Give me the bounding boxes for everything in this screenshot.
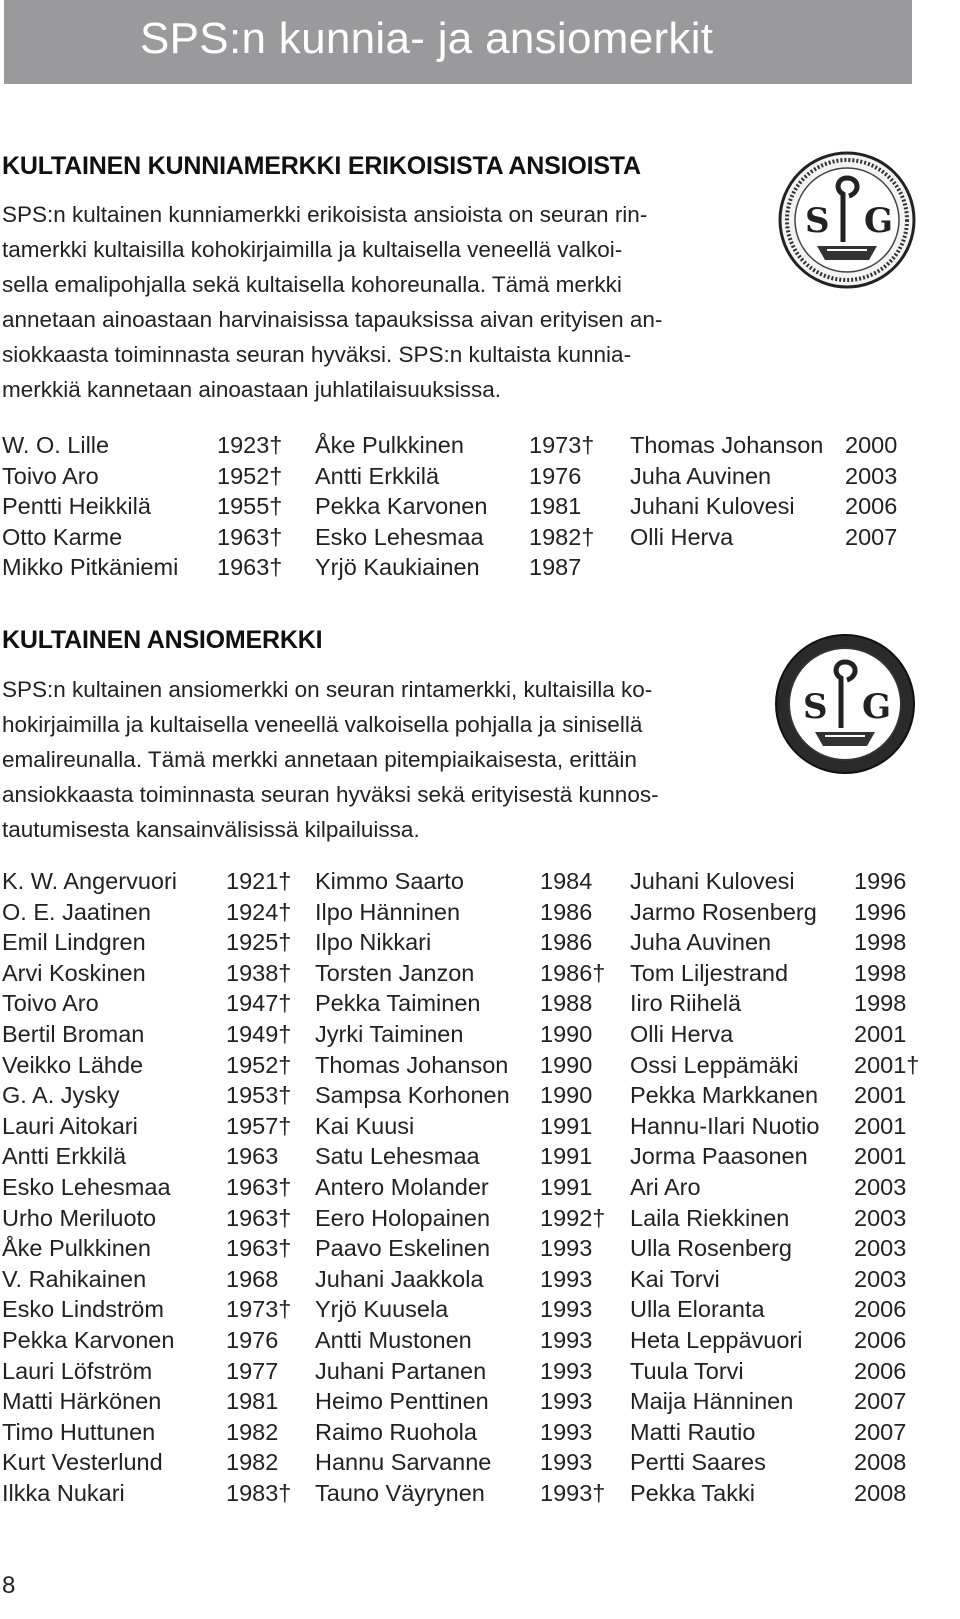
merit-badge-heading: KULTAINEN ANSIOMERKKI: [2, 626, 323, 654]
merit-badge-description: [2, 672, 742, 847]
svg-text:G: G: [864, 201, 894, 241]
honor-desc-line: SPS:n kultainen kunniamerkki erikoisista ansioista on seuran rin-: [2, 202, 648, 227]
page-title-bar: [4, 0, 912, 84]
honor-badge-emblem-icon: [777, 150, 917, 290]
merit-badge-emblem-icon: [773, 632, 917, 776]
honor-desc-line: tamerkki kultaisilla kohokirjaimilla ja kultaisella veneellä valkoi-: [2, 237, 623, 262]
svg-text:S: S: [803, 687, 828, 727]
merit-desc-line: tautumisesta kansainvälisissä kilpailuissa.: [2, 817, 420, 842]
honor-badge-description: [2, 197, 742, 407]
honor-desc-line: siokkaasta toiminnasta seuran hyväksi. SPS:n kultaista kunnia-: [2, 342, 632, 367]
svg-text:G: G: [862, 687, 892, 727]
honor-desc-line: sella emalipohjalla sekä kultaisella kohoreunalla. Tämä merkki: [2, 272, 622, 297]
merit-desc-line: ansiokkaasta toiminnasta seuran hyväksi sekä erityisestä kunnos-: [2, 782, 659, 807]
svg-text:S: S: [805, 201, 830, 241]
page-title: SPS:n kunnia- ja ansiomerkit: [140, 14, 714, 63]
honor-badge-heading: KULTAINEN KUNNIAMERKKI ERIKOISISTA ANSIOISTA: [2, 152, 641, 180]
merit-desc-line: emalireunalla. Tämä merkki annetaan pitempiaikaisesta, erittäin: [2, 747, 637, 772]
page-number: 8: [2, 1572, 16, 1599]
honor-desc-line: annetaan ainoastaan harvinaisissa tapauksissa aivan erityisen an-: [2, 307, 663, 332]
honor-desc-line: merkkiä kannetaan ainoastaan juhlatilaisuuksissa.: [2, 377, 502, 402]
merit-desc-line: hokirjaimilla ja kultaisella veneellä valkoisella pohjalla ja sinisellä: [2, 712, 643, 737]
merit-desc-line: SPS:n kultainen ansiomerkki on seuran rintamerkki, kultaisilla ko-: [2, 677, 653, 702]
